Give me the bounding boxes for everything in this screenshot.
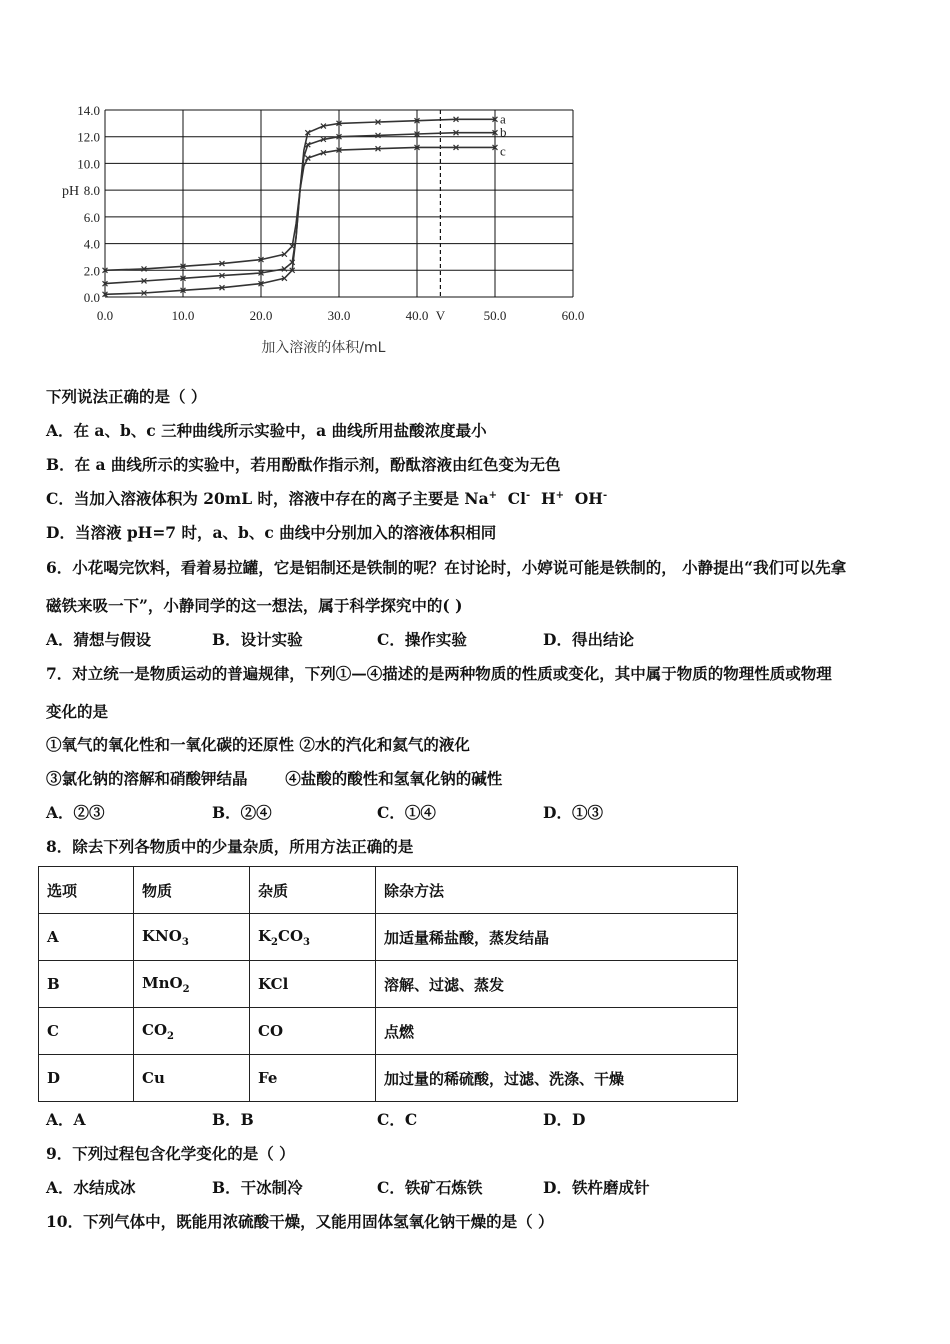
q8-option-c: C．C	[377, 1110, 418, 1129]
header-impurity: 杂质	[250, 867, 376, 914]
row-impurity: KCl	[250, 961, 376, 1008]
cl-ion: Cl	[497, 489, 527, 508]
x-tick-label: V	[435, 308, 446, 323]
y-tick-label: 4.0	[83, 236, 100, 252]
q9-option-c: C．铁矿石炼铁	[377, 1178, 483, 1197]
y-tick-label: 10.0	[77, 156, 100, 172]
y-tick-label: 2.0	[83, 263, 100, 279]
q5-option-b: B．在 a 曲线所示的实验中，若用酚酞作指示剂，酚酞溶液由红色变为无色	[46, 455, 561, 474]
x-tick-label: 10.0	[171, 308, 195, 323]
q6-stem-line2: 磁铁来吸一下”，小静同学的这一想法，属于科学探究中的( )	[46, 596, 463, 615]
header-option: 选项	[39, 867, 134, 914]
x-tick-label: 0.0	[96, 308, 114, 323]
q9-stem: 9．下列过程包含化学变化的是（ ）	[46, 1144, 295, 1163]
series-line-b	[105, 133, 495, 284]
ph-titration-chart	[40, 95, 620, 360]
formula: CO	[278, 926, 304, 945]
q6-stem-line1: 6．小花喝完饮料，看着易拉罐，它是铝制还是铁制的呢？在讨论时，小婷说可能是铁制的， 小静提出“我们可以先拿	[46, 558, 847, 577]
q8-option-b: B．B	[212, 1110, 254, 1129]
y-tick-label: 6.0	[83, 209, 100, 225]
q7-item-3-4: ③氯化钠的溶解和硝酸钾结晶 ④盐酸的酸性和氢氧化钠的碱性	[46, 769, 503, 788]
q7-stem-line1: 7．对立统一是物质运动的普遍规律，下列①—④描述的是两种物质的性质或变化，其中属于物质的物理性质或物理	[46, 664, 832, 683]
row-option: B	[39, 961, 134, 1008]
q8-option-a: A．A	[46, 1110, 86, 1129]
x-tick-label: 60.0	[561, 308, 585, 323]
q5-option-c	[46, 487, 607, 509]
cl-charge: -	[526, 489, 531, 501]
row-substance	[134, 961, 250, 1008]
q7-item-1-2: ①氧气的氧化性和一氧化碳的还原性 ②水的汽化和氦气的液化	[46, 735, 470, 754]
row-substance: Cu	[134, 1055, 250, 1102]
series-label-a: a	[500, 111, 506, 127]
q8-stem: 8．除去下列各物质中的少量杂质，所用方法正确的是	[46, 837, 414, 856]
row-option: C	[39, 1008, 134, 1055]
table-row	[39, 1055, 738, 1102]
row-substance	[134, 1008, 250, 1055]
q6-option-b: B．设计实验	[212, 630, 303, 649]
q6-option-a: A．猜想与假设	[46, 630, 152, 649]
q10-stem: 10．下列气体中，既能用浓硫酸干燥，又能用固体氢氧化钠干燥的是（ ）	[46, 1212, 554, 1231]
h-ion: H	[530, 489, 556, 508]
table-row	[39, 1008, 738, 1055]
row-substance	[134, 914, 250, 961]
q7-option-d: D．①③	[543, 803, 603, 822]
na-charge: +	[488, 489, 497, 501]
x-tick-label: 30.0	[327, 308, 351, 323]
formula: KNO	[142, 926, 182, 945]
formula: K	[258, 926, 272, 945]
q5-option-d: D．当溶液 pH=7 时，a、b、c 曲线中分别加入的溶液体积相同	[46, 523, 497, 542]
x-tick-label: 40.0	[405, 308, 429, 323]
oh-charge: -	[602, 489, 608, 501]
x-tick-label: 50.0	[483, 308, 507, 323]
q5-option-a: A．在 a、b、c 三种曲线所示实验中，a 曲线所用盐酸浓度最小	[46, 421, 487, 440]
series-line-c	[105, 147, 495, 270]
table-header-row	[39, 867, 738, 914]
row-method: 溶解、过滤、蒸发	[376, 961, 738, 1008]
y-tick-label: 8.0	[83, 183, 100, 199]
table-row	[39, 961, 738, 1008]
q7-option-a: A．②③	[46, 803, 105, 822]
row-option: A	[39, 914, 134, 961]
q5-stem: 下列说法正确的是（ ）	[46, 387, 207, 406]
formula: CO	[142, 1020, 168, 1039]
formula-subscript: 3	[181, 936, 189, 948]
x-tick-label: 20.0	[249, 308, 273, 323]
row-method: 加适量稀盐酸，蒸发结晶	[376, 914, 738, 961]
header-method: 除杂方法	[376, 867, 738, 914]
row-option: D	[39, 1055, 134, 1102]
formula-subscript: 3	[303, 936, 310, 948]
row-impurity	[250, 914, 376, 961]
q7-option-b: B．②④	[212, 803, 272, 822]
y-tick-label: 12.0	[77, 129, 100, 145]
y-tick-label: 14.0	[77, 103, 100, 118]
row-method: 加过量的稀硫酸，过滤、洗涤、干燥	[376, 1055, 738, 1102]
formula-subscript: 2	[182, 983, 190, 995]
row-impurity: Fe	[250, 1055, 376, 1102]
formula-subscript: 2	[167, 1030, 174, 1042]
q8-option-d: D．D	[543, 1110, 586, 1129]
q6-option-d: D．得出结论	[543, 630, 634, 649]
q8-table	[38, 866, 738, 1102]
table-row	[39, 914, 738, 961]
series-label-c: c	[500, 143, 506, 159]
row-impurity: CO	[250, 1008, 376, 1055]
y-axis-label: pH	[62, 184, 80, 200]
header-substance: 物质	[134, 867, 250, 914]
series-label-b: b	[500, 124, 507, 140]
q5-option-c-text: C．当加入溶液体积为 20mL 时，溶液中存在的离子主要是 Na	[46, 489, 489, 508]
q7-stem-line2: 变化的是	[46, 702, 109, 721]
x-axis-label: 加入溶液的体积/mL	[261, 340, 386, 356]
h-charge: +	[555, 489, 565, 501]
formula: MnO	[142, 973, 183, 992]
q9-option-b: B．干冰制冷	[212, 1178, 303, 1197]
q9-option-a: A．水结成冰	[46, 1178, 136, 1197]
q6-option-c: C．操作实验	[377, 630, 467, 649]
formula-subscript: 2	[271, 936, 279, 948]
row-method: 点燃	[376, 1008, 738, 1055]
oh-ion: OH	[564, 489, 603, 508]
q9-option-d: D．铁杵磨成针	[543, 1178, 650, 1197]
q7-option-c: C．①④	[377, 803, 436, 822]
y-tick-label: 0.0	[83, 290, 100, 305]
